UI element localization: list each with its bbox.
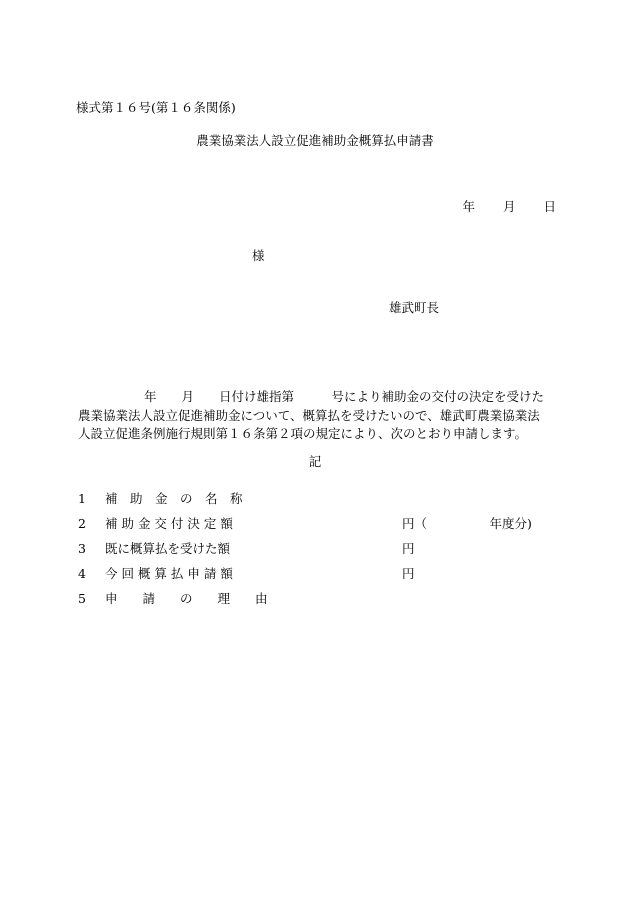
item-label: 補 助 金 の 名 称	[105, 491, 243, 506]
addressee: 様	[252, 248, 265, 263]
ki-heading: 記	[308, 454, 322, 469]
list-item	[78, 591, 558, 616]
item-number: 2	[78, 516, 86, 531]
list-item	[78, 566, 558, 591]
item-value: 円（ 年度分)	[402, 516, 532, 531]
item-list	[78, 491, 558, 616]
item-value: 円	[402, 541, 415, 556]
list-item	[78, 491, 558, 516]
date-month-label: 月	[502, 199, 516, 214]
item-label: 今 回 概 算 払 申 請 額	[105, 566, 233, 581]
item-value: 円	[402, 566, 415, 581]
body-paragraph	[78, 388, 552, 444]
date-line	[462, 199, 556, 215]
list-item	[78, 516, 558, 541]
document-title: 農業協業法人設立促進補助金概算払申請書	[196, 133, 434, 148]
item-label: 補 助 金 交 付 決 定 額	[105, 516, 233, 531]
item-number: 4	[78, 566, 86, 581]
body-text: 年 月 日付け雄指第 号により補助金の交付の決定を受けた農業協業法人設立促進補助金について、概算払を受けたいので、雄武町農業協業法人設立促進条例施行規則第１６条第２項の規定により、次のとおり申請します。	[78, 389, 545, 441]
item-number: 5	[78, 591, 86, 606]
item-number: 3	[78, 541, 86, 556]
item-label: 申 請 の 理 由	[105, 591, 268, 606]
date-year-label: 年	[462, 199, 475, 214]
form-number: 様式第１６号(第１６条関係)	[76, 100, 236, 115]
item-number: 1	[78, 491, 86, 506]
list-item	[78, 541, 558, 566]
issuer: 雄武町長	[389, 300, 440, 315]
item-label: 既に概算払を受けた額	[105, 541, 231, 556]
date-day-label: 日	[543, 199, 556, 214]
